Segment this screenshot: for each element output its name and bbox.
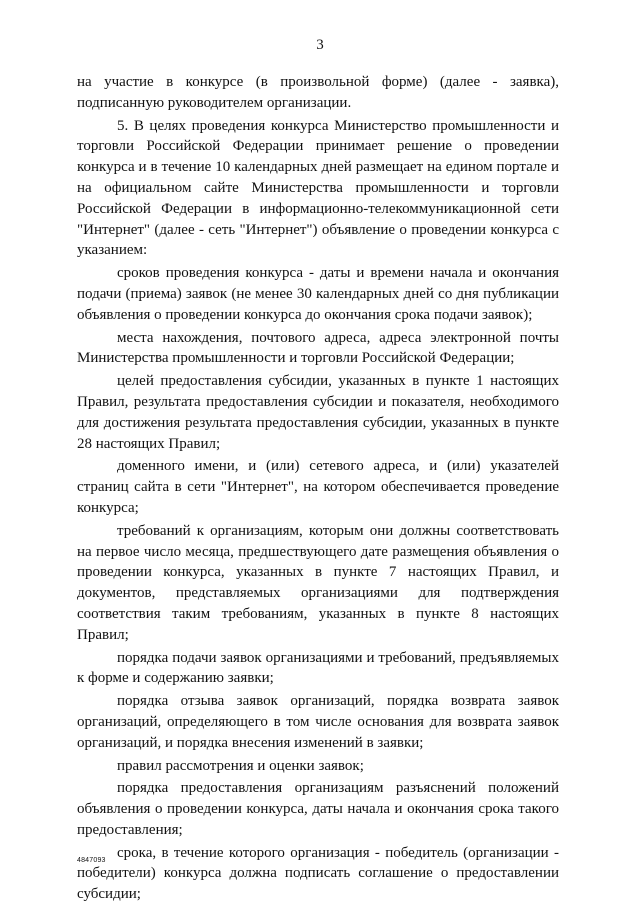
paragraph-deadlines: сроков проведения конкурса - даты и времени начала и окончания подачи (приема) заявок (не менее 30 календарных дней со дня публикации объявления о проведении конкурса до окончания срока подачи заявок); [77, 265, 559, 323]
paragraph-goals: целей предоставления субсидии, указанных в пункте 1 настоящих Правил, результата предоставления субсидии и показателя, необходимого для достижения результата предоставления субсидии, указанных в пункте 28 настоящих Правил; [77, 373, 559, 452]
paragraph-review-rules: правил рассмотрения и оценки заявок; [117, 757, 364, 774]
paragraph-agreement-term: срока, в течение которого организация - победитель (организации - победители) конкурса должна подписать соглашение о предоставлении субсидии; [77, 844, 559, 903]
paragraph-submission-order: порядка подачи заявок организациями и требований, предъявляемых к форме и содержанию заявки; [77, 649, 559, 687]
document-id: 4847093 [77, 857, 106, 864]
page-number: 3 [316, 37, 324, 53]
paragraph-address: места нахождения, почтового адреса, адреса электронной почты Министерства промышленности и торговли Российской Федерации; [77, 329, 559, 367]
body-text [77, 72, 559, 907]
paragraph-withdrawal-order: порядка отзыва заявок организаций, порядка возврата заявок организаций, определяющего в том числе основания для возврата заявок организаций, и порядка внесения изменений в заявки; [77, 693, 559, 751]
paragraph-requirements: требований к организациям, которым они должны соответствовать на первое число месяца, предшествующего дате размещения объявления о проведении конкурса, указанных в пункте 7 настоящих Правил, и документов, представляемых организациями для подтверждения соответствия таким требованиям, указанных в пункте 8 настоящих Правил; [77, 522, 559, 643]
paragraph-item-5: 5. В целях проведения конкурса Министерство промышленности и торговли Российской Федерации принимает решение о проведении конкурса и в течение 10 календарных дней размещает на едином портале и на официальном сайте Министерства промышленности и торговли Российской Федерации в информационно-телекоммуникационной сети "Интернет" (далее - сеть "Интернет") объявление о проведении конкурса с указанием: [77, 117, 559, 259]
paragraph-domain: доменного имени, и (или) сетевого адреса, и (или) указателей страниц сайта в сети "Интернет", на котором обеспечивается проведение конкурса; [77, 458, 559, 516]
paragraph-clarifications: порядка предоставления организациям разъяснений положений объявления о проведении конкурса, даты начала и окончания срока такого предоставления; [77, 780, 559, 838]
paragraph-continuation: на участие в конкурсе (в произвольной форме) (далее - заявка), подписанную руководителем организации. [77, 74, 559, 111]
